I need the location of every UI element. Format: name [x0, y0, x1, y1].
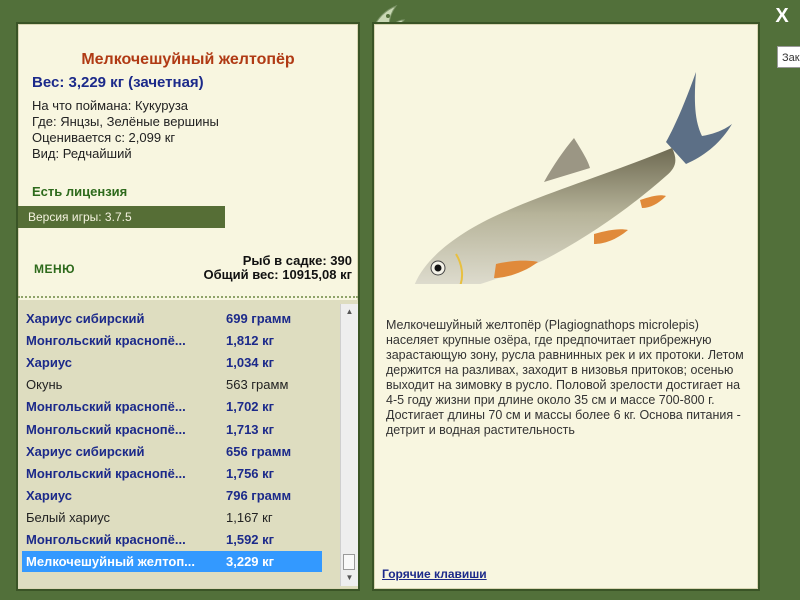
list-item-name: Мелкочешуйный желтоп...: [26, 554, 196, 570]
list-item-name: Монгольский краснопё...: [26, 465, 186, 481]
list-item-weight: 656 грамм: [226, 443, 292, 459]
fish-count: Рыб в садке: 390: [242, 253, 352, 268]
list-item-weight: 1,812 кг: [226, 333, 275, 349]
list-item[interactable]: [22, 352, 322, 373]
list-item-weight: 1,167 кг: [226, 509, 273, 525]
list-item-name: Хариус сибирский: [26, 311, 145, 326]
menu-button[interactable]: МЕНЮ: [34, 262, 76, 276]
list-item-name: Окунь: [26, 377, 63, 393]
fish-description: Мелкочешуйный желтопёр (Plagiognathops microlepis) населяет крупные озёра, где предпочитает прибрежную зарастающую зону, русла равнинных рек и их протоки. Летом держится на разливах, заходит в низовья притоков; осенью выходит на зимовку в русло. Половой зрелости достигает на 4-5 году жизни при длине около 35 см и массе 700-800 г. Достигает длины 70 см и массы более 6 кг. Основа питания - детрит и водная растительность: [386, 318, 744, 437]
list-item-selected[interactable]: [22, 551, 322, 572]
list-item-weight: 796 грамм: [226, 487, 292, 503]
list-item-name: Хариус: [26, 487, 72, 503]
list-item[interactable]: [22, 396, 322, 417]
list-item-weight: 1,592 кг: [226, 532, 275, 547]
list-item[interactable]: [22, 374, 322, 395]
list-item[interactable]: [22, 485, 322, 506]
scroll-thumb[interactable]: [343, 554, 355, 570]
list-item[interactable]: [22, 330, 322, 351]
list-item-name: Монгольский краснопё...: [26, 333, 186, 349]
list-item-weight: 1,756 кг: [226, 465, 275, 481]
close-tooltip: Зак: [777, 46, 800, 68]
list-item-name: Монгольский краснопё...: [26, 399, 186, 415]
estimate-info: Оценивается с: 2,099 кг: [32, 130, 176, 145]
location-info: Где: Янцзы, Зелёные вершины: [32, 114, 219, 129]
list-item[interactable]: [22, 419, 322, 440]
list-item-weight: 3,229 кг: [226, 554, 275, 570]
list-item-weight: 1,713 кг: [226, 421, 275, 437]
close-button[interactable]: X: [775, 5, 789, 27]
fish-info-panel: [372, 22, 760, 591]
fish-title: Мелкочешуйный желтопёр: [81, 51, 295, 68]
version-bar: Версия игры: 3.7.5: [18, 206, 225, 228]
list-item-weight: 563 грамм: [226, 377, 289, 393]
list-item-name: Монгольский краснопё...: [26, 532, 186, 547]
scroll-down-arrow-icon[interactable]: ▼: [345, 573, 354, 582]
hotkeys-link[interactable]: Горячие клавиши: [382, 567, 487, 581]
rarity-info: Вид: Редчайший: [32, 146, 132, 161]
list-item[interactable]: [22, 507, 322, 528]
divider: [18, 296, 358, 298]
scroll-up-arrow-icon[interactable]: ▲: [345, 307, 354, 316]
list-item-weight: 699 грамм: [226, 311, 292, 326]
list-item[interactable]: [22, 529, 322, 550]
list-item-weight: 1,034 кг: [226, 355, 275, 371]
fish-picture: [404, 64, 734, 284]
catch-details-panel: [16, 22, 360, 591]
list-item-name: Монгольский краснопё...: [26, 421, 186, 437]
list-scrollbar[interactable]: [340, 304, 358, 586]
list-item-name: Белый хариус: [26, 509, 111, 525]
list-item[interactable]: [22, 463, 322, 484]
list-item-name: Хариус: [26, 355, 72, 371]
list-item[interactable]: [22, 308, 322, 329]
fish-weight: Вес: 3,229 кг (зачетная): [32, 74, 204, 91]
license-status: Есть лицензия: [32, 184, 128, 199]
list-item[interactable]: [22, 441, 322, 462]
total-weight: Общий вес: 10915,08 кг: [203, 267, 352, 282]
list-item-name: Хариус сибирский: [26, 443, 145, 459]
bait-info: На что поймана: Кукуруза: [32, 98, 189, 113]
catch-list: [18, 300, 358, 588]
list-item-weight: 1,702 кг: [226, 399, 275, 415]
